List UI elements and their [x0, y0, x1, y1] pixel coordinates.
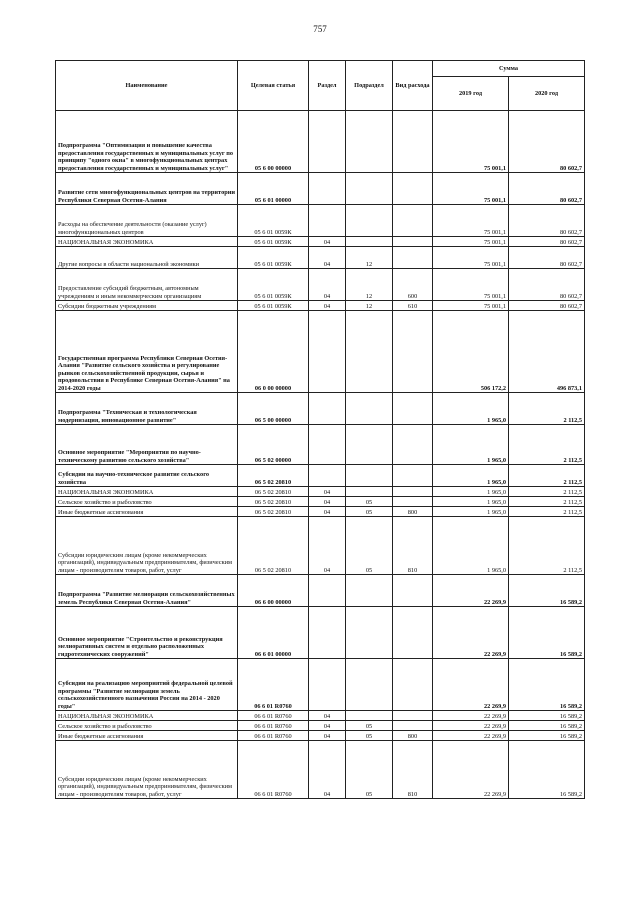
cell-target-article: 05 6 01 0059К	[238, 301, 309, 311]
cell-section: 04	[309, 237, 346, 247]
cell-section: 04	[309, 711, 346, 721]
cell-expense-type	[393, 393, 433, 425]
cell-sum-2020: 496 873,1	[509, 311, 585, 393]
cell-name: Предоставление субсидий бюджетным, автономным учреждениям и иным некоммерческим организациям	[56, 269, 238, 301]
cell-section	[309, 425, 346, 465]
cell-name: Сельское хозяйство и рыболовство	[56, 721, 238, 731]
cell-sum-2019: 1 965,0	[433, 507, 509, 517]
cell-section	[309, 465, 346, 487]
cell-sum-2020: 2 112,5	[509, 507, 585, 517]
cell-sum-2019: 22 269,9	[433, 741, 509, 799]
table-row	[56, 497, 585, 507]
cell-subsection	[346, 237, 393, 247]
cell-section: 04	[309, 721, 346, 731]
cell-target-article: 06 6 01 R0760	[238, 741, 309, 799]
cell-sum-2020: 16 589,2	[509, 741, 585, 799]
cell-section: 04	[309, 301, 346, 311]
cell-expense-type: 810	[393, 517, 433, 575]
cell-section	[309, 607, 346, 659]
cell-name: Субсидии юридическим лицам (кроме некоммерческих организаций), индивидуальным предпринимателям, физическим лицам - производителям товаров, работ, услуг	[56, 741, 238, 799]
cell-expense-type	[393, 173, 433, 205]
page-number: 757	[313, 24, 327, 34]
cell-section: 04	[309, 247, 346, 269]
cell-subsection: 05	[346, 731, 393, 741]
cell-sum-2020: 2 112,5	[509, 425, 585, 465]
cell-expense-type	[393, 575, 433, 607]
table-row	[56, 205, 585, 237]
cell-sum-2020: 16 589,2	[509, 731, 585, 741]
table-row	[56, 711, 585, 721]
cell-expense-type	[393, 607, 433, 659]
cell-sum-2020: 80 602,7	[509, 205, 585, 237]
cell-sum-2019: 22 269,9	[433, 607, 509, 659]
cell-name: Государственная программа Республики Северная Осетия-Алания "Развитие сельского хозяйства и регулирование рынков сельскохозяйственной продукции, сырья и продовольствия в Республике Северная Осетия-Алания" на 2014-2020 годы	[56, 311, 238, 393]
cell-section	[309, 311, 346, 393]
cell-section: 04	[309, 517, 346, 575]
table-row	[56, 507, 585, 517]
cell-target-article: 06 6 01 R0760	[238, 659, 309, 711]
cell-expense-type	[393, 237, 433, 247]
cell-name: Иные бюджетные ассигнования	[56, 731, 238, 741]
cell-target-article: 06 6 00 00000	[238, 575, 309, 607]
cell-subsection	[346, 659, 393, 711]
header-year-2020: 2020 год	[509, 77, 585, 111]
cell-section: 04	[309, 741, 346, 799]
cell-sum-2020: 80 602,7	[509, 173, 585, 205]
cell-section: 04	[309, 507, 346, 517]
cell-target-article: 06 6 01 R0760	[238, 721, 309, 731]
cell-target-article: 06 6 01 R0760	[238, 731, 309, 741]
budget-table	[55, 60, 585, 799]
cell-name: Иные бюджетные ассигнования	[56, 507, 238, 517]
cell-sum-2019: 75 001,1	[433, 301, 509, 311]
table-row	[56, 731, 585, 741]
cell-subsection	[346, 393, 393, 425]
cell-target-article: 06 6 01 00000	[238, 607, 309, 659]
cell-target-article: 06 0 00 00000	[238, 311, 309, 393]
table-row	[56, 269, 585, 301]
cell-name: Основное мероприятие "Мероприятия по научно-техническому развитию сельского хозяйства"	[56, 425, 238, 465]
cell-expense-type: 810	[393, 741, 433, 799]
cell-subsection	[346, 173, 393, 205]
table-row	[56, 607, 585, 659]
cell-sum-2019: 22 269,9	[433, 575, 509, 607]
cell-subsection: 12	[346, 301, 393, 311]
header-subsection: Подраздел	[346, 61, 393, 111]
cell-name: НАЦИОНАЛЬНАЯ ЭКОНОМИКА	[56, 711, 238, 721]
table-row	[56, 575, 585, 607]
cell-expense-type	[393, 711, 433, 721]
cell-name: Сельское хозяйство и рыболовство	[56, 497, 238, 507]
cell-sum-2020: 2 112,5	[509, 465, 585, 487]
table-row	[56, 487, 585, 497]
cell-sum-2020: 2 112,5	[509, 497, 585, 507]
cell-expense-type	[393, 497, 433, 507]
cell-expense-type	[393, 247, 433, 269]
cell-section	[309, 575, 346, 607]
cell-name: Другие вопросы в области национальной экономики	[56, 247, 238, 269]
cell-sum-2019: 75 001,1	[433, 237, 509, 247]
cell-sum-2020: 16 589,2	[509, 575, 585, 607]
cell-subsection	[346, 205, 393, 237]
header-target-article: Целевая статья	[238, 61, 309, 111]
cell-section: 04	[309, 497, 346, 507]
cell-target-article: 06 5 02 20810	[238, 517, 309, 575]
cell-section	[309, 173, 346, 205]
cell-name: Субсидии бюджетным учреждениям	[56, 301, 238, 311]
cell-expense-type: 800	[393, 507, 433, 517]
cell-subsection: 05	[346, 721, 393, 731]
cell-subsection	[346, 111, 393, 173]
cell-name: Субсидии на научно-техническое развитие сельского хозяйства	[56, 465, 238, 487]
cell-subsection: 05	[346, 507, 393, 517]
header-year-2019: 2019 год	[433, 77, 509, 111]
cell-subsection	[346, 575, 393, 607]
cell-name: Расходы на обеспечение деятельности (оказание услуг) многофункциональных центров	[56, 205, 238, 237]
cell-sum-2019: 1 965,0	[433, 497, 509, 507]
cell-sum-2019: 22 269,9	[433, 711, 509, 721]
cell-target-article: 05 6 01 0059К	[238, 247, 309, 269]
table-row	[56, 247, 585, 269]
cell-target-article: 06 5 02 00000	[238, 425, 309, 465]
cell-sum-2019: 75 001,1	[433, 111, 509, 173]
cell-subsection	[346, 487, 393, 497]
cell-subsection	[346, 607, 393, 659]
cell-sum-2019: 506 172,2	[433, 311, 509, 393]
cell-sum-2019: 22 269,9	[433, 659, 509, 711]
cell-name: Развитие сети многофункциональных центров на территории Республики Северная Осетия-Алания	[56, 173, 238, 205]
cell-name: Подпрограмма "Развитие мелиорации сельскохозяйственных земель Республики Северная Осетия-Алания"	[56, 575, 238, 607]
cell-target-article: 05 6 00 00000	[238, 111, 309, 173]
cell-section: 04	[309, 487, 346, 497]
table-row	[56, 393, 585, 425]
cell-sum-2020: 80 602,7	[509, 237, 585, 247]
cell-expense-type	[393, 465, 433, 487]
cell-sum-2019: 1 965,0	[433, 517, 509, 575]
cell-sum-2019: 1 965,0	[433, 487, 509, 497]
table-row	[56, 741, 585, 799]
cell-subsection	[346, 465, 393, 487]
cell-name: НАЦИОНАЛЬНАЯ ЭКОНОМИКА	[56, 487, 238, 497]
cell-expense-type	[393, 111, 433, 173]
cell-target-article: 05 6 01 00000	[238, 173, 309, 205]
table-row	[56, 721, 585, 731]
cell-subsection	[346, 425, 393, 465]
table-row	[56, 465, 585, 487]
cell-target-article: 05 6 01 0059К	[238, 269, 309, 301]
cell-subsection: 05	[346, 497, 393, 507]
cell-subsection: 12	[346, 247, 393, 269]
cell-name: Подпрограмма "Оптимизация и повышение качества предоставления государственных и муниципальных услуг по принципу "одного окна" в многофункциональных центрах предоставления государственных и муниципальных услуг"	[56, 111, 238, 173]
cell-subsection: 12	[346, 269, 393, 301]
cell-target-article: 06 5 00 00000	[238, 393, 309, 425]
header-name: Наименование	[56, 61, 238, 111]
cell-target-article: 06 6 01 R0760	[238, 711, 309, 721]
cell-section: 04	[309, 731, 346, 741]
header-section: Раздел	[309, 61, 346, 111]
table-body	[56, 111, 585, 799]
cell-expense-type	[393, 425, 433, 465]
cell-name: Субсидии юридическим лицам (кроме некоммерческих организаций), индивидуальным предпринимателям, физическим лицам - производителям товаров, работ, услуг	[56, 517, 238, 575]
cell-sum-2019: 75 001,1	[433, 205, 509, 237]
table-row	[56, 425, 585, 465]
cell-sum-2020: 80 602,7	[509, 111, 585, 173]
cell-sum-2019: 1 965,0	[433, 465, 509, 487]
table-row	[56, 173, 585, 205]
cell-subsection: 05	[346, 741, 393, 799]
cell-section	[309, 659, 346, 711]
cell-target-article: 06 5 02 20810	[238, 507, 309, 517]
cell-sum-2020: 2 112,5	[509, 517, 585, 575]
cell-expense-type	[393, 205, 433, 237]
cell-sum-2019: 22 269,9	[433, 721, 509, 731]
cell-section	[309, 111, 346, 173]
cell-target-article: 06 5 02 20810	[238, 487, 309, 497]
cell-sum-2020: 80 602,7	[509, 247, 585, 269]
cell-expense-type	[393, 721, 433, 731]
table-row	[56, 111, 585, 173]
cell-target-article: 06 5 02 20810	[238, 465, 309, 487]
cell-name: НАЦИОНАЛЬНАЯ ЭКОНОМИКА	[56, 237, 238, 247]
cell-sum-2020: 80 602,7	[509, 301, 585, 311]
cell-sum-2020: 80 602,7	[509, 269, 585, 301]
table-row	[56, 517, 585, 575]
cell-subsection: 05	[346, 517, 393, 575]
cell-target-article: 05 6 01 0059К	[238, 205, 309, 237]
cell-sum-2019: 1 965,0	[433, 393, 509, 425]
cell-expense-type: 610	[393, 301, 433, 311]
cell-sum-2019: 1 965,0	[433, 425, 509, 465]
table-row	[56, 237, 585, 247]
cell-target-article: 06 5 02 20810	[238, 497, 309, 507]
cell-expense-type	[393, 659, 433, 711]
cell-sum-2020: 2 112,5	[509, 393, 585, 425]
cell-section	[309, 205, 346, 237]
cell-sum-2019: 22 269,9	[433, 731, 509, 741]
cell-sum-2020: 2 112,5	[509, 487, 585, 497]
cell-sum-2019: 75 001,1	[433, 269, 509, 301]
cell-expense-type: 800	[393, 731, 433, 741]
cell-sum-2020: 16 589,2	[509, 721, 585, 731]
header-expense-type: Вид расхода	[393, 61, 433, 111]
cell-subsection	[346, 711, 393, 721]
header-sum: Сумма	[433, 61, 585, 77]
cell-sum-2020: 16 589,2	[509, 607, 585, 659]
cell-name: Подпрограмма "Техническая и технологическая модернизация, инновационное развитие"	[56, 393, 238, 425]
table-row	[56, 311, 585, 393]
cell-expense-type: 600	[393, 269, 433, 301]
cell-expense-type	[393, 487, 433, 497]
cell-sum-2020: 16 589,2	[509, 659, 585, 711]
cell-expense-type	[393, 311, 433, 393]
cell-subsection	[346, 311, 393, 393]
table-row	[56, 301, 585, 311]
cell-section: 04	[309, 269, 346, 301]
cell-sum-2020: 16 589,2	[509, 711, 585, 721]
cell-name: Субсидии на реализацию мероприятий федеральной целевой программы "Развитие мелиорации земель сельскохозяйственного назначения России на 2014 - 2020 годы"	[56, 659, 238, 711]
cell-name: Основное мероприятие "Строительство и реконструкция мелиоративных систем и отдельно расположенных гидротехнических сооружений"	[56, 607, 238, 659]
cell-sum-2019: 75 001,1	[433, 173, 509, 205]
cell-target-article: 05 6 01 0059К	[238, 237, 309, 247]
table-row	[56, 659, 585, 711]
cell-sum-2019: 75 001,1	[433, 247, 509, 269]
cell-section	[309, 393, 346, 425]
